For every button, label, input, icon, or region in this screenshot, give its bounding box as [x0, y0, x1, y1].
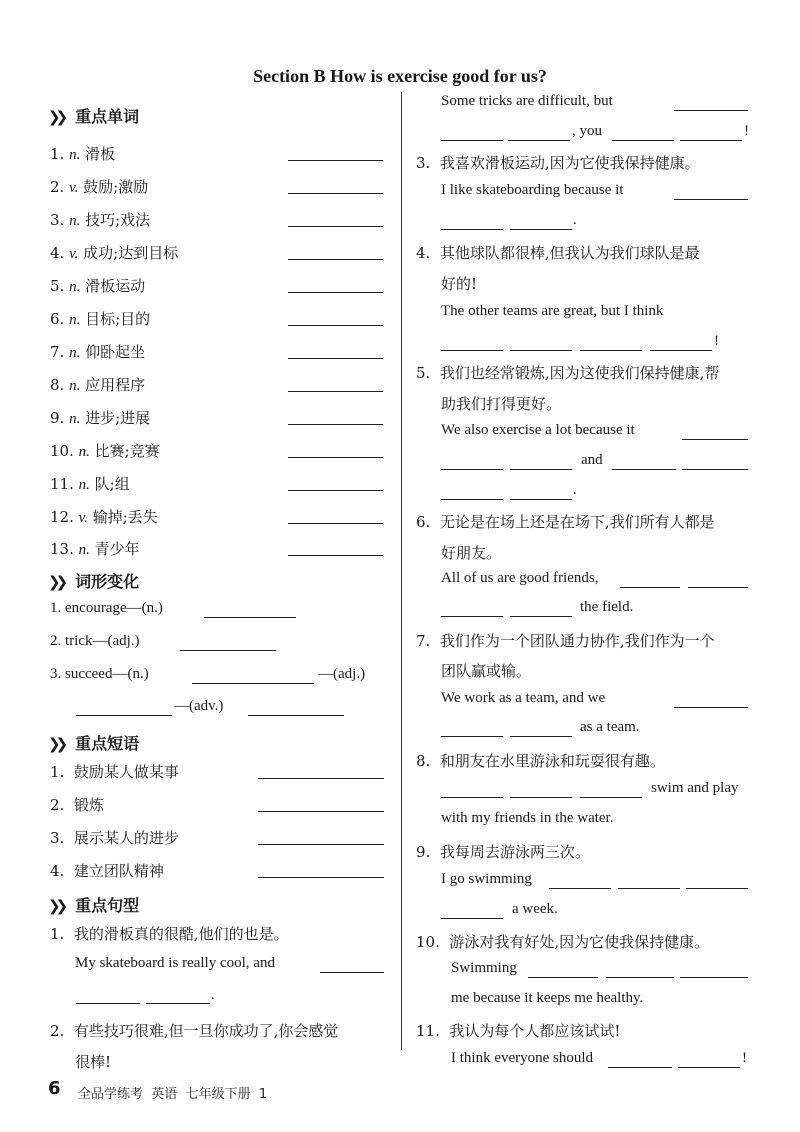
answer-blank[interactable] — [180, 650, 276, 651]
answer-blank[interactable] — [288, 325, 383, 326]
answer-blank[interactable] — [510, 616, 572, 617]
answer-blank[interactable] — [650, 350, 712, 351]
answer-blank[interactable] — [612, 469, 676, 470]
column-divider — [401, 92, 402, 1050]
vocab-item: 6. n. 目标;目的 — [50, 310, 151, 328]
wordform-item: 2. trick—(adj.) — [50, 633, 140, 649]
section-heading-vocab: ❯❯ 重点单词 — [48, 107, 140, 126]
vocab-item: 3. n. 技巧;戏法 — [50, 211, 151, 229]
sentence-en: The other teams are great, but I think — [441, 303, 664, 319]
answer-blank[interactable] — [580, 797, 642, 798]
sentence-cn-cont: 很棒! — [75, 1053, 112, 1071]
answer-blank[interactable] — [288, 555, 383, 556]
sentence-cn: 11. 我认为每个人都应该试试! — [416, 1022, 621, 1040]
sentence-cn-cont: 团队赢或输。 — [441, 662, 532, 680]
answer-blank[interactable] — [441, 499, 503, 500]
sentence-cn: 3. 我喜欢滑板运动,因为它使我保持健康。 — [416, 154, 700, 172]
answer-blank[interactable] — [680, 977, 748, 978]
vocab-item: 10. n. 比赛;竞赛 — [50, 442, 160, 460]
answer-blank[interactable] — [549, 888, 611, 889]
exclamation-mark: ! — [742, 1050, 747, 1066]
answer-blank[interactable] — [288, 424, 383, 425]
sentence-cn: 5. 我们也经常锻炼,因为这使我们保持健康,帮 — [416, 364, 720, 382]
answer-blank[interactable] — [248, 715, 344, 716]
phrase-item: 1. 鼓励某人做某事 — [50, 763, 179, 781]
answer-blank[interactable] — [682, 469, 748, 470]
period-mark: . — [573, 212, 577, 228]
answer-blank[interactable] — [204, 617, 296, 618]
answer-blank[interactable] — [288, 358, 383, 359]
answer-blank[interactable] — [288, 523, 383, 524]
phrase-item: 4. 建立团队精神 — [50, 862, 164, 880]
period-mark: . — [211, 987, 215, 1003]
wordform-item: 1. encourage—(n.) — [50, 600, 163, 616]
answer-blank[interactable] — [192, 683, 314, 684]
phrase-item: 2. 锻炼 — [50, 796, 104, 814]
vocab-item: 5. n. 滑板运动 — [50, 277, 146, 295]
answer-blank[interactable] — [76, 1003, 140, 1004]
answer-blank[interactable] — [608, 1067, 672, 1068]
answer-blank[interactable] — [510, 499, 572, 500]
answer-blank[interactable] — [510, 350, 572, 351]
phrase-item: 3. 展示某人的进步 — [50, 829, 179, 847]
answer-blank[interactable] — [441, 736, 503, 737]
sentence-en: swim and play — [651, 780, 739, 796]
answer-blank[interactable] — [510, 229, 572, 230]
sentence-en: I go swimming — [441, 871, 532, 887]
sentence-en-cont: , you — [572, 123, 602, 139]
answer-blank[interactable] — [510, 469, 572, 470]
sentence-cn: 7. 我们作为一个团队通力协作,我们作为一个 — [416, 632, 715, 650]
sentence-cn-cont: 助我们打得更好。 — [441, 395, 562, 413]
vocab-item: 7. n. 仰卧起坐 — [50, 343, 146, 361]
sentence-cn: 2. 有些技巧很难,但一旦你成功了,你会感觉 — [50, 1022, 339, 1040]
answer-blank[interactable] — [441, 797, 503, 798]
vocab-item: 2. v. 鼓励;激励 — [50, 178, 149, 196]
answer-blank[interactable] — [288, 292, 383, 293]
sentence-cn-cont: 好的! — [441, 275, 478, 293]
vocab-item: 12. v. 输掉;丢失 — [50, 508, 158, 526]
sentence-en-cont: and — [581, 452, 603, 468]
sentence-en: Some tricks are difficult, but — [441, 93, 613, 109]
answer-blank[interactable] — [320, 972, 384, 973]
answer-blank[interactable] — [288, 259, 383, 260]
answer-blank[interactable] — [606, 977, 674, 978]
answer-blank[interactable] — [686, 888, 748, 889]
sentence-en-cont: me because it keeps me healthy. — [451, 990, 644, 1006]
answer-blank[interactable] — [688, 587, 748, 588]
vocab-item: 1. n. 滑板 — [50, 145, 116, 163]
answer-blank[interactable] — [288, 457, 383, 458]
wordform-adj-label: —(adj.) — [318, 666, 366, 682]
answer-blank[interactable] — [674, 110, 748, 111]
footer-book-info: 全品学练考 英语 七年级下册 1 — [78, 1087, 268, 1102]
answer-blank[interactable] — [510, 736, 572, 737]
answer-blank[interactable] — [258, 778, 384, 779]
answer-blank[interactable] — [441, 140, 503, 141]
sentence-en: All of us are good friends, — [441, 570, 599, 586]
double-chevron-icon: ❯❯ — [48, 897, 64, 915]
sentence-en: We work as a team, and we — [441, 690, 606, 706]
answer-blank[interactable] — [258, 877, 384, 878]
sentence-en: We also exercise a lot because it — [441, 422, 635, 438]
section-heading-phrases: ❯❯ 重点短语 — [48, 734, 140, 753]
sentence-en: I think everyone should — [451, 1050, 594, 1066]
sentence-en: Swimming — [451, 960, 517, 976]
answer-blank[interactable] — [288, 391, 383, 392]
answer-blank[interactable] — [618, 888, 680, 889]
answer-blank[interactable] — [510, 797, 572, 798]
section-heading-wordforms: ❯❯ 词形变化 — [48, 572, 140, 591]
answer-blank[interactable] — [441, 616, 503, 617]
answer-blank[interactable] — [674, 199, 748, 200]
answer-blank[interactable] — [288, 160, 383, 161]
answer-blank[interactable] — [288, 226, 383, 227]
sentence-en-cont: the field. — [580, 599, 634, 615]
answer-blank[interactable] — [76, 715, 172, 716]
answer-blank[interactable] — [682, 439, 748, 440]
answer-blank[interactable] — [441, 918, 503, 919]
answer-blank[interactable] — [680, 140, 742, 141]
vocab-item: 9. n. 进步;进展 — [50, 409, 151, 427]
answer-blank[interactable] — [288, 490, 383, 491]
sentence-cn-cont: 好朋友。 — [441, 544, 502, 562]
sentence-en-cont: a week. — [512, 901, 558, 917]
sentence-cn: 1. 我的滑板真的很酷,他们的也是。 — [50, 925, 289, 943]
answer-blank[interactable] — [678, 1067, 740, 1068]
sentence-cn: 9. 我每周去游泳两三次。 — [416, 843, 590, 861]
answer-blank[interactable] — [620, 587, 680, 588]
answer-blank[interactable] — [288, 193, 383, 194]
vocab-item: 8. n. 应用程序 — [50, 376, 146, 394]
sentence-en-cont: with my friends in the water. — [441, 810, 614, 826]
sentence-cn: 4. 其他球队都很棒,但我认为我们球队是最 — [416, 244, 700, 262]
page-title: Section B How is exercise good for us? — [253, 66, 547, 86]
sentence-en: My skateboard is really cool, and — [75, 955, 275, 971]
answer-blank[interactable] — [441, 469, 503, 470]
double-chevron-icon: ❯❯ — [48, 735, 64, 753]
vocab-item: 13. n. 青少年 — [50, 540, 140, 558]
period-mark: . — [573, 482, 577, 498]
answer-blank[interactable] — [674, 707, 748, 708]
page-number: 6 — [48, 1078, 61, 1099]
sentence-cn: 8. 和朋友在水里游泳和玩耍很有趣。 — [416, 752, 665, 770]
answer-blank[interactable] — [612, 140, 674, 141]
section-heading-sentences: ❯❯ 重点句型 — [48, 896, 140, 915]
answer-blank[interactable] — [258, 811, 384, 812]
sentence-en-cont: as a team. — [580, 719, 640, 735]
double-chevron-icon: ❯❯ — [48, 108, 64, 126]
exclamation-mark: ! — [714, 333, 719, 349]
double-chevron-icon: ❯❯ — [48, 573, 64, 591]
vocab-item: 11. n. 队;组 — [50, 475, 130, 493]
sentence-en: I like skateboarding because it — [441, 182, 624, 198]
answer-blank[interactable] — [258, 844, 384, 845]
wordform-adv-label: —(adv.) — [174, 698, 224, 714]
wordform-item: 3. succeed—(n.) — [50, 666, 149, 682]
sentence-cn: 6. 无论是在场上还是在场下,我们所有人都是 — [416, 513, 715, 531]
answer-blank[interactable] — [146, 1003, 210, 1004]
vocab-item: 4. v. 成功;达到目标 — [50, 244, 179, 262]
sentence-cn: 10. 游泳对我有好处,因为它使我保持健康。 — [416, 933, 710, 951]
answer-blank[interactable] — [528, 977, 598, 978]
answer-blank[interactable] — [508, 140, 570, 141]
answer-blank[interactable] — [441, 229, 503, 230]
exclamation-mark: ! — [744, 123, 749, 139]
answer-blank[interactable] — [441, 350, 503, 351]
answer-blank[interactable] — [580, 350, 642, 351]
